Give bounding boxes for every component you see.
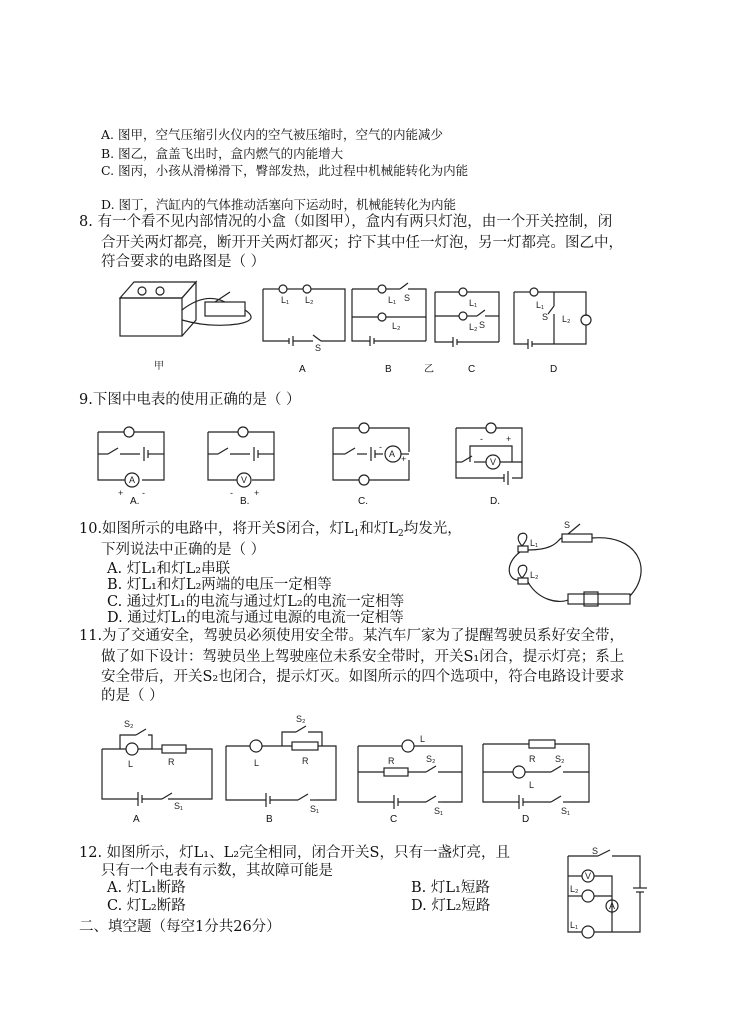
q12-option-a: A. 灯L₁断路 (107, 880, 186, 896)
q12-option-b: B. 灯L₁短路 (411, 880, 490, 896)
q11-label-b: B (266, 814, 273, 825)
q9-label-c: C. (358, 496, 368, 507)
svg-text:L₁: L₁ (469, 298, 478, 308)
svg-text:S₁: S₁ (434, 806, 444, 816)
q12-stem-line2: 只有一个电表有示数，其故障可能是 (101, 863, 333, 879)
svg-text:-: - (230, 488, 233, 498)
q8-label-d: D (550, 364, 558, 375)
q8-stem-line3: 符合要求的电路图是（ ） (101, 254, 266, 270)
svg-text:R: R (388, 756, 395, 766)
q8-label-c: C (468, 364, 476, 375)
svg-text:S: S (564, 520, 571, 530)
svg-text:L₂: L₂ (570, 884, 579, 894)
svg-text:+: + (118, 488, 124, 498)
svg-text:L₂: L₂ (562, 314, 571, 324)
q11-label-c: C (390, 814, 398, 825)
q12-option-d: D. 灯L₂短路 (411, 898, 491, 914)
svg-text:A: A (389, 449, 396, 459)
svg-text:R: R (529, 754, 536, 764)
q7-option-a: A. 图甲，空气压缩引火仪内的空气被压缩时，空气的内能减少 (101, 127, 443, 142)
q10-circuit-figure (498, 520, 658, 612)
q8-label-b: B (385, 364, 392, 375)
svg-text:S: S (479, 320, 486, 330)
svg-text:S₁: S₁ (561, 806, 571, 816)
q7-option-c: C. 图丙，小孩从滑梯滑下，臀部发热，此过程中机械能转化为内能 (101, 163, 469, 178)
svg-text:L₂: L₂ (392, 321, 401, 331)
q8-fig-jia-label: 甲 (154, 361, 164, 372)
q11-stem-line4: 的是（ ） (101, 688, 164, 704)
svg-text:S: S (542, 312, 549, 322)
svg-text:S₂: S₂ (555, 754, 565, 764)
svg-text:L: L (254, 758, 260, 768)
q11-stem-line2: 做了如下设计：驾驶员坐上驾驶座位未系安全带时，开关S₁闭合，提示灯亮；系上 (101, 649, 625, 665)
q7-option-b: B. 图乙，盒盖飞出时，盒内燃气的内能增大 (101, 146, 344, 161)
q11-circuit-b (226, 714, 338, 814)
q9-label-d: D. (490, 496, 500, 507)
svg-text:S₁: S₁ (174, 801, 184, 811)
q9-circuit-c (333, 428, 413, 484)
svg-text:+: + (506, 434, 512, 444)
q8-label-a: A (299, 364, 306, 375)
q9-stem: 9.下图中电表的使用正确的是（ ） (79, 392, 301, 408)
q11-circuit-a (102, 719, 214, 811)
q8-circuit-a (263, 289, 347, 351)
q12-option-c: C. 灯L₂断路 (107, 898, 186, 914)
svg-text:S: S (315, 343, 322, 353)
q10-option-d: D. 通过灯L₁的电流与通过电源的电流一定相等 (107, 610, 404, 626)
q9-circuit-b (208, 432, 276, 498)
svg-text:L: L (420, 734, 426, 744)
q7-option-d: D. 图丁，汽缸内的气体推动活塞向下运动时，机械能转化为内能 (101, 197, 457, 212)
svg-text:A: A (609, 901, 616, 911)
svg-text:+: + (401, 454, 407, 464)
q11-label-d: D (522, 814, 530, 825)
svg-text:-: - (480, 434, 483, 444)
q11-stem-line1: 11.为了交通安全，驾驶员必须使用安全带。某汽车厂家为了提醒驾驶员系好安全带， (79, 628, 625, 644)
q10-option-c: C. 通过灯L₁的电流与通过灯L₂的电流一定相等 (107, 594, 405, 610)
svg-text:L: L (529, 780, 535, 790)
q8-fig-yi-label: 乙 (424, 364, 434, 375)
q12-circuit-figure (568, 846, 650, 936)
svg-text:L: L (128, 759, 134, 769)
q11-circuit-d (483, 744, 591, 816)
svg-text:-: - (379, 442, 382, 452)
svg-text:L₁: L₁ (388, 295, 397, 305)
q11-circuit-c (358, 734, 464, 816)
svg-text:+: + (254, 488, 260, 498)
svg-text:S₁: S₁ (310, 804, 320, 814)
q12-stem-line1: 12. 如图所示，灯L₁、L₂完全相同，闭合开关S，只有一盏灯亮，且 (79, 845, 510, 861)
q10-stem-line2: 下列说法中正确的是（ ） (101, 542, 266, 558)
svg-text:A: A (129, 475, 136, 485)
svg-text:V: V (241, 475, 248, 485)
q8-circuit-c (435, 292, 501, 350)
q8-stem-line2: 合开关两灯都亮，断开开关两灯都灭；拧下其中任一灯泡，另一灯都亮。图乙中， (101, 235, 623, 251)
svg-text:L₁: L₁ (530, 538, 539, 548)
section-2-heading: 二、填空题（每空1分共26分） (79, 919, 281, 935)
q9-label-b: B. (240, 496, 250, 507)
q9-label-a: A. (130, 496, 140, 507)
svg-text:S₂: S₂ (426, 754, 436, 764)
svg-text:R: R (168, 757, 175, 767)
q8-circuit-b (352, 289, 428, 351)
svg-text:L₂: L₂ (305, 295, 314, 305)
svg-text:V: V (490, 457, 497, 467)
q9-circuit-d (456, 428, 524, 480)
q9-circuit-a (98, 432, 166, 498)
q11-stem-line3: 安全带后，开关S₂也闭合，提示灯灭。如图所示的四个选项中，符合电路设计要求 (101, 669, 625, 685)
svg-text:S: S (404, 293, 411, 303)
svg-text:L₂: L₂ (530, 570, 539, 580)
svg-text:L₁: L₁ (281, 295, 290, 305)
q10-stem-line1: 10.如图所示的电路中，将开关S闭合，灯$L_1$和灯$L_2$均发光， (79, 521, 462, 539)
q8-stem-line1: 8. 有一个看不见内部情况的小盒（如图甲），盒内有两只灯泡，由一个开关控制，闭 (79, 214, 613, 230)
svg-text:S₂: S₂ (124, 719, 134, 729)
q10-option-a: A. 灯L₁和灯L₂串联 (107, 561, 231, 577)
svg-text:L₂: L₂ (469, 322, 478, 332)
q10-option-b: B. 灯L₁和灯L₂两端的电压一定相等 (107, 577, 332, 593)
svg-text:-: - (142, 488, 145, 498)
svg-text:R: R (302, 756, 309, 766)
q8-circuit-d (514, 292, 598, 350)
svg-text:L₁: L₁ (536, 300, 545, 310)
q8-box-figure (120, 280, 270, 342)
q11-label-a: A (133, 814, 140, 825)
svg-text:V: V (585, 871, 592, 881)
svg-text:L₁: L₁ (570, 920, 579, 930)
svg-text:S₂: S₂ (296, 714, 306, 724)
svg-text:S: S (592, 846, 599, 856)
